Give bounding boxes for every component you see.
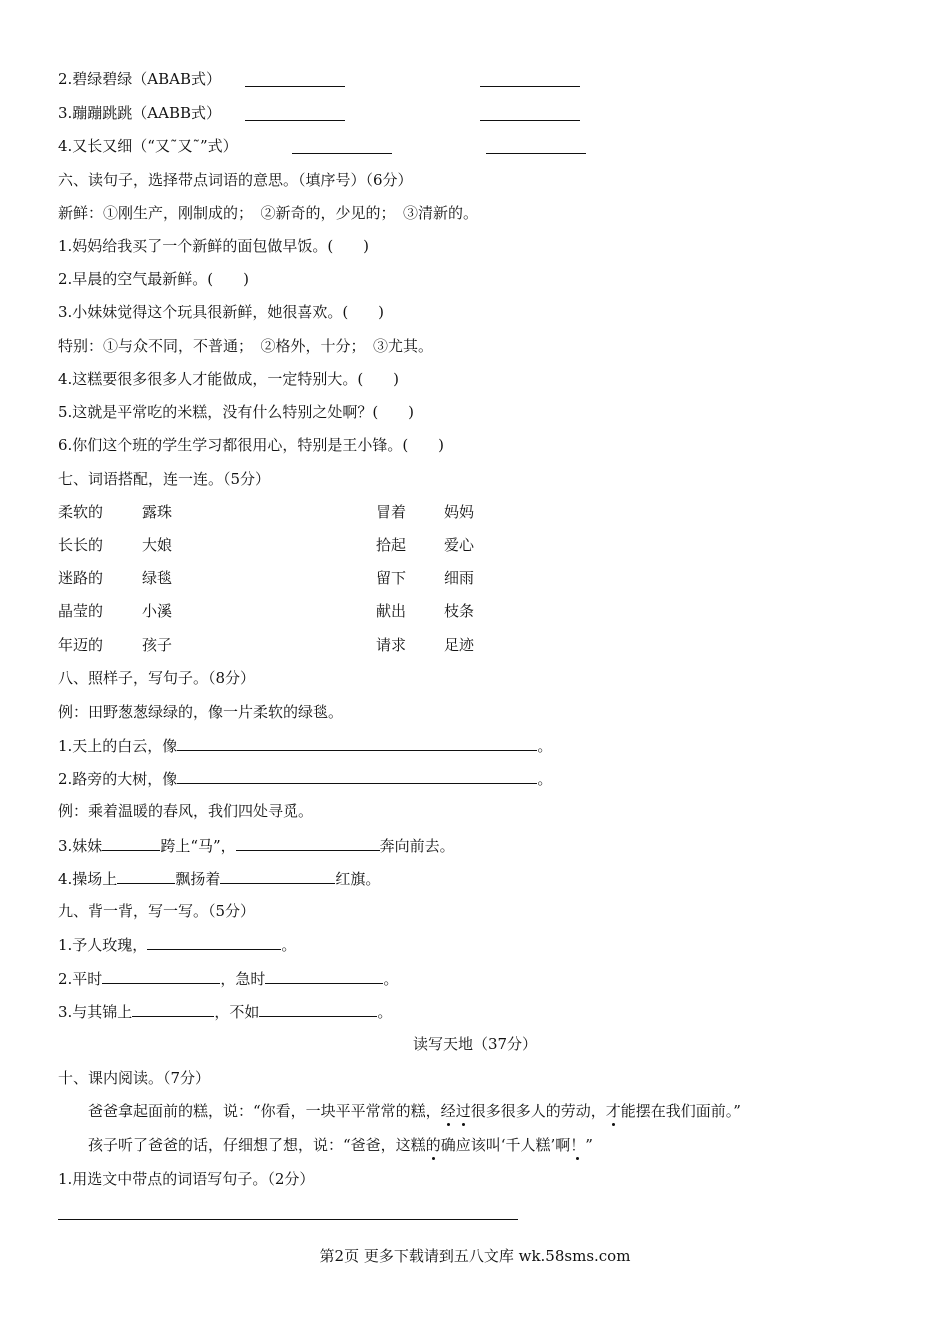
sec6-q4: 4.这糕要很多很多人才能做成，一定特别大。( ) (58, 370, 400, 388)
match-left-word: 迷路的 (58, 569, 104, 587)
dotted-word-jing: 经 (440, 1102, 456, 1120)
sec6-definition-tebie: 特别：①与众不同，不普通； ②格外，十分； ③尤其。 (58, 337, 434, 355)
sec5-q2-text: 2.碧绿碧绿（ABAB式） (58, 70, 222, 88)
match-right-partner: 爱心 (444, 536, 475, 554)
sec8-q2-suffix: 。 (537, 770, 553, 788)
match-left-word: 长长的 (58, 536, 104, 554)
sec9-q1-prefix: 1.予人玫瑰， (58, 936, 148, 954)
sec9-q2-middle: ，急时 (220, 970, 266, 988)
sec5-q4 (58, 135, 238, 157)
sec8-q2-blank[interactable] (177, 767, 537, 784)
sec5-q2-blank-2[interactable] (480, 86, 580, 87)
dotted-word-cai: 才 (605, 1102, 621, 1120)
sec8-q1-suffix: 。 (537, 737, 553, 755)
sec9-q2-blank-2[interactable] (265, 967, 383, 984)
sec8-q4-blank-2[interactable] (220, 867, 335, 884)
match-left-word: 年迈的 (58, 636, 104, 654)
sec9-q1 (58, 933, 296, 955)
match-right-partner: 妈妈 (444, 503, 475, 521)
p1-text-d: 很多很多人的劳动， (470, 1102, 606, 1120)
sec8-q3 (58, 834, 455, 856)
sec5-q4-text: 4.又长又细（“又˜又˜”式） (58, 137, 238, 155)
match-left-partner: 绿毯 (142, 569, 173, 587)
sec5-q3 (58, 102, 221, 124)
sec8-q1 (58, 734, 552, 756)
match-right-word: 请求 (376, 636, 407, 654)
sec9-q2-blank-1[interactable] (102, 967, 220, 984)
sec10-q1-answer-line[interactable] (58, 1219, 518, 1220)
match-left-word: 晶莹的 (58, 602, 104, 620)
sec8-q3-prefix: 3.妹妹 (58, 837, 103, 855)
sec5-q3-blank-1[interactable] (245, 120, 345, 121)
sec8-q2-prefix: 2.路旁的大树，像 (58, 770, 178, 788)
p2-text-e: ” (585, 1136, 593, 1154)
sec8-q3-middle: 跨上“马”， (160, 837, 236, 855)
sec9-q3-suffix: 。 (377, 1003, 393, 1021)
dotted-mark-exclaim: ！ (570, 1136, 586, 1154)
sec5-q2-blank-1[interactable] (245, 86, 345, 87)
sec9-q3-blank-1[interactable] (132, 1000, 214, 1017)
sec8-example-1: 例：田野葱葱绿绿的，像一片柔软的绿毯。 (58, 703, 344, 721)
sec9-q3-middle: ，不如 (214, 1003, 260, 1021)
dotted-word-guo: 过 (455, 1102, 471, 1120)
match-left-partner: 大娘 (142, 536, 173, 554)
sec5-q4-blank-2[interactable] (486, 153, 586, 154)
match-left-partner: 小溪 (142, 602, 173, 620)
sec5-q3-text: 3.蹦蹦跳跳（AABB式） (58, 104, 222, 122)
sec6-q2: 2.早晨的空气最新鲜。( ) (58, 270, 250, 288)
sec8-q1-prefix: 1.天上的白云，像 (58, 737, 178, 755)
sec8-title: 八、照样子，写句子。（8分） (58, 669, 256, 687)
sec9-q2 (58, 967, 398, 989)
match-right-word: 拾起 (376, 536, 407, 554)
sec7-title: 七、词语搭配，连一连。（5分） (58, 470, 271, 488)
sec8-q4-suffix: 红旗。 (335, 870, 381, 888)
sec6-q6: 6.你们这个班的学生学习都很用心，特别是王小锋。( ) (58, 436, 445, 454)
sec6-title: 六、读句子，选择带点词语的意思。（填序号）（6分） (58, 171, 413, 189)
p2-text-a: 孩子听了爸爸的话，仔细想了想，说：“爸爸，这糕 (88, 1136, 426, 1154)
match-left-partner: 露珠 (142, 503, 173, 521)
sec8-q4-prefix: 4.操场上 (58, 870, 118, 888)
sec8-q3-blank-1[interactable] (102, 834, 160, 851)
sec8-q4-middle: 飘扬着 (175, 870, 221, 888)
sec6-q5: 5.这就是平常吃的米糕，没有什么特别之处啊？( ) (58, 403, 415, 421)
sec10-passage-p1 (88, 1100, 741, 1122)
p1-text-a: 爸爸拿起面前的糕，说：“你看，一块平平常常的糕， (88, 1102, 441, 1120)
sec8-q3-suffix: 奔向前去。 (379, 837, 455, 855)
sec9-q2-prefix: 2.平时 (58, 970, 103, 988)
sec8-q4 (58, 867, 380, 889)
sec6-q3: 3.小妹妹觉得这个玩具很新鲜，她很喜欢。( ) (58, 303, 385, 321)
sec5-q4-blank-1[interactable] (292, 153, 392, 154)
match-right-partner: 细雨 (444, 569, 475, 587)
p2-text-c: 确应该叫‘千人糕’啊 (440, 1136, 571, 1154)
sec8-q4-blank-1[interactable] (117, 867, 175, 884)
sec8-q3-blank-2[interactable] (236, 834, 380, 851)
sec10-title: 十、课内阅读。（7分） (58, 1069, 211, 1087)
sec9-q2-suffix: 。 (383, 970, 399, 988)
p1-text-f: 能摆在我们面前。” (620, 1102, 741, 1120)
match-right-word: 献出 (376, 602, 407, 620)
sec6-definition-xinxian: 新鲜：①刚生产，刚制成的； ②新奇的，少见的； ③清新的。 (58, 204, 479, 222)
match-right-partner: 足迹 (444, 636, 475, 654)
part-heading: 读写天地（37分） (412, 1035, 538, 1053)
match-right-partner: 枝条 (444, 602, 475, 620)
match-right-word: 留下 (376, 569, 407, 587)
sec8-example-2: 例：乘着温暖的春风，我们四处寻觅。 (58, 802, 314, 820)
sec10-passage-p2 (88, 1134, 593, 1156)
match-left-word: 柔软的 (58, 503, 104, 521)
sec9-q1-blank[interactable] (147, 933, 281, 950)
sec5-q2 (58, 68, 221, 90)
sec9-q3-blank-2[interactable] (259, 1000, 377, 1017)
match-right-word: 冒着 (376, 503, 407, 521)
sec10-q1: 1.用选文中带点的词语写句子。（2分） (58, 1170, 315, 1188)
sec8-q1-blank[interactable] (177, 734, 537, 751)
match-left-partner: 孩子 (142, 636, 173, 654)
sec6-q1: 1.妈妈给我买了一个新鲜的面包做早饭。( ) (58, 237, 370, 255)
sec9-q3-prefix: 3.与其锦上 (58, 1003, 133, 1021)
page-footer: 第2页 更多下载请到五八文库 wk.58sms.com (319, 1247, 631, 1265)
sec9-q3 (58, 1000, 392, 1022)
sec5-q3-blank-2[interactable] (480, 120, 580, 121)
dotted-word-di: 的 (425, 1136, 441, 1154)
sec9-q1-suffix: 。 (281, 936, 297, 954)
sec9-title: 九、背一背，写一写。（5分） (58, 902, 256, 920)
sec8-q2 (58, 767, 552, 789)
